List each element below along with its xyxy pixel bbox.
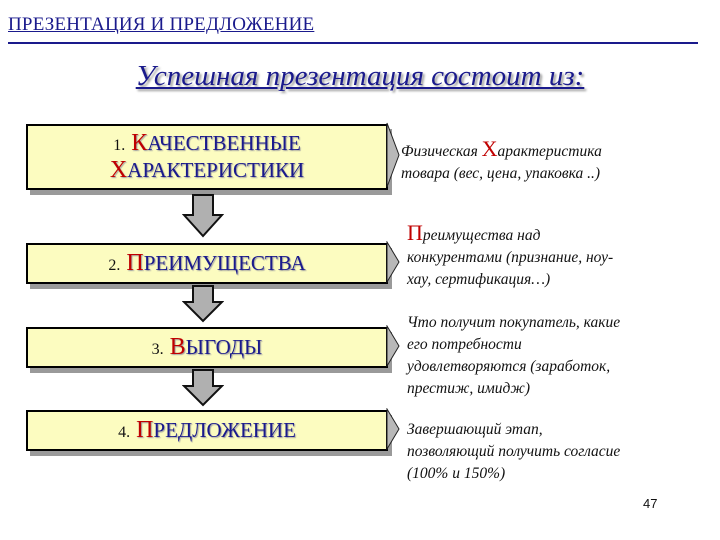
step-box-3 [26, 327, 388, 368]
description-text: арактеристика [497, 143, 602, 160]
header-divider [8, 42, 698, 44]
description-initial: П [407, 220, 423, 245]
step-initial: П [136, 417, 154, 444]
bracket-pointer [386, 325, 400, 367]
bracket-pointer [386, 408, 400, 450]
step-number: 4. [118, 424, 131, 442]
step-label: РЕИМУЩЕСТВА [143, 251, 306, 276]
step-initial: К [131, 130, 148, 157]
description-2 [407, 222, 707, 291]
description-text: реимущества над [422, 227, 541, 244]
step-label: ЫГОДЫ [185, 335, 263, 360]
description-text: Физическая [401, 143, 482, 160]
step-number: 1. [113, 137, 126, 155]
step-number: 3. [151, 341, 164, 359]
slide-subtitle: Успешная презентация состоит из: [135, 60, 585, 92]
step-label: АРАКТЕРИСТИКИ [127, 158, 305, 182]
step-box-2 [26, 243, 388, 284]
step-label: РЕДЛОЖЕНИЕ [153, 418, 296, 443]
description-text: престиж, имидж) [407, 380, 530, 397]
description-text: Завершающий этап, [407, 421, 543, 438]
description-text: товара (вес, цена, упаковка ..) [401, 165, 601, 182]
step-number: 2. [108, 257, 121, 275]
step-initial: Х [109, 157, 128, 183]
description-initial: Х [481, 136, 498, 161]
description-text: конкурентами (признание, ноу- [407, 249, 614, 266]
page-number: 47 [643, 496, 658, 511]
description-text: (100% и 150%) [407, 465, 506, 482]
description-1 [401, 138, 701, 185]
header-title: ПРЕЗЕНТАЦИЯ И ПРЕДЛОЖЕНИЕ [8, 14, 315, 35]
step-label: АЧЕСТВЕННЫЕ [147, 131, 301, 156]
down-arrow-icon [182, 369, 224, 407]
description-text: хау, сертификация…) [407, 271, 551, 288]
description-text: Что получит покупатель, какие [407, 314, 621, 331]
step-box-4 [26, 410, 388, 451]
description-4 [407, 419, 707, 485]
bracket-pointer [386, 122, 400, 188]
step-initial: П [126, 250, 144, 277]
down-arrow-icon [182, 194, 224, 238]
step-box-1 [26, 124, 388, 190]
down-arrow-icon [182, 285, 224, 323]
step-initial: В [169, 334, 186, 361]
description-text: позволяющий получить согласие [407, 443, 621, 460]
bracket-pointer [386, 241, 400, 283]
description-3 [407, 312, 707, 400]
description-text: удовлетворяются (заработок, [407, 358, 611, 375]
description-text: его потребности [407, 336, 522, 353]
